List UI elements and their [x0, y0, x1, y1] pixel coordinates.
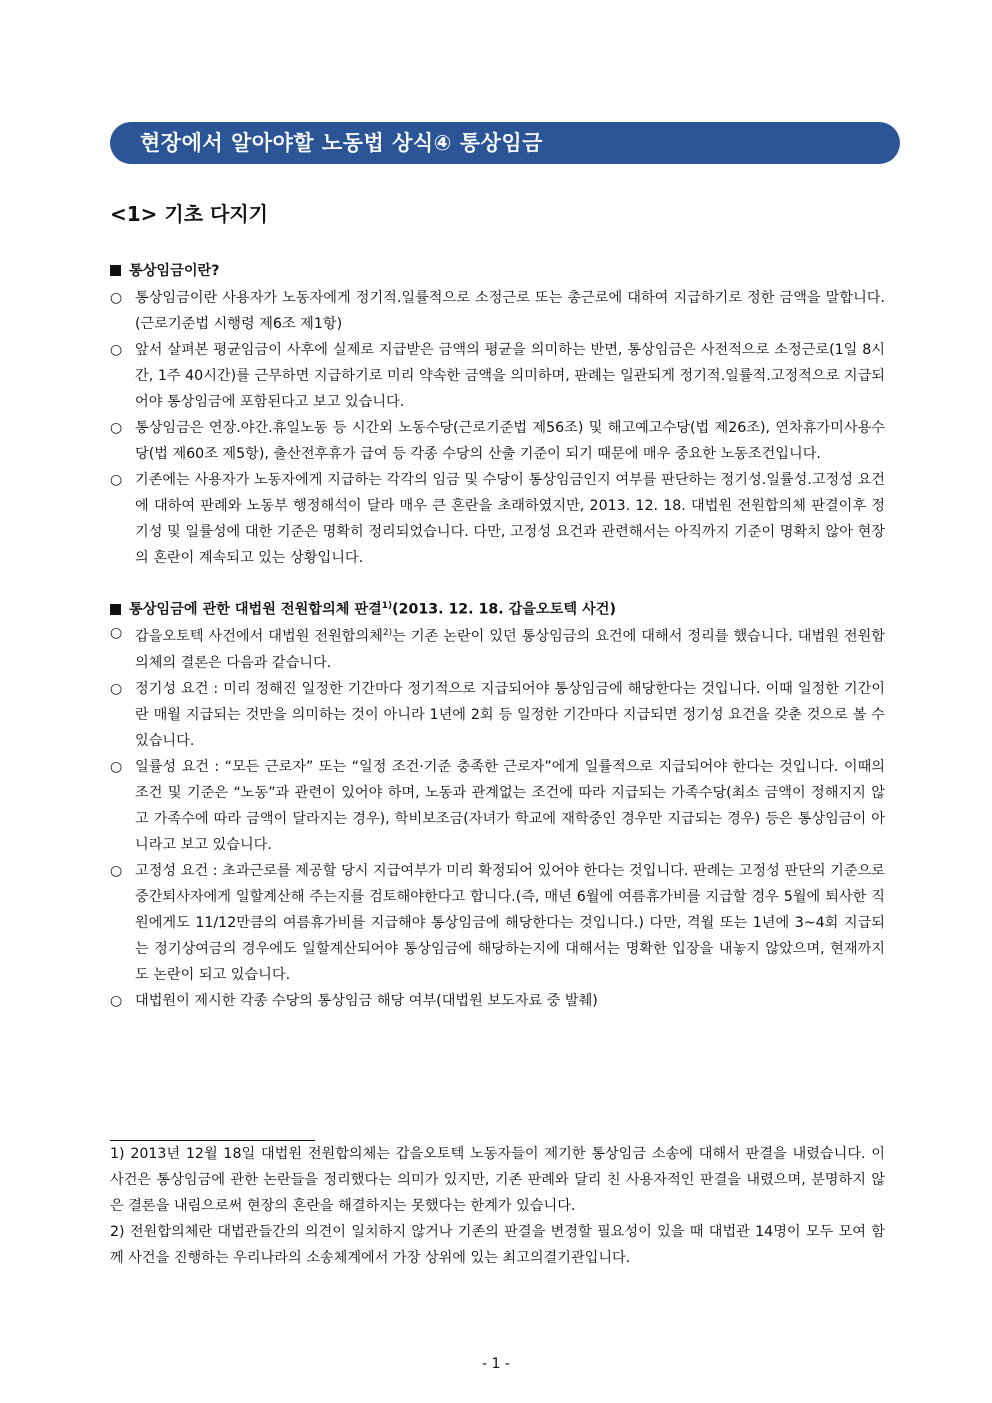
circle-bullet-icon: ○ — [110, 420, 123, 436]
circle-bullet-icon: ○ — [110, 342, 123, 358]
circle-bullet-icon: ○ — [110, 290, 123, 306]
footnote-ref-1[interactable]: 1) — [381, 601, 393, 611]
square-bullet-icon — [110, 265, 121, 276]
list-item: ○ 정기성 요건 : 미리 정해진 일정한 기간마다 정기적으로 지급되어야 통상임금에 해당한다는 것입니다. 이때 일정한 기간이란 매월 지급되는 것만을 의미하는 것이 아니라 1년에 2회 등 일정한 기간마다 지급되면 정기성 요건을 갖춘 것으로 볼 수 있습니다. — [110, 676, 885, 754]
square-bullet-icon — [110, 604, 121, 615]
heading-supreme-court-ruling: 통상임금에 관한 대법원 전원합의체 판결$^{1)}$(2013. 12. 18. 갑을오토텍 사건) — [110, 593, 885, 620]
page-title: 현장에서 알아야할 노동법 상식④ 통상임금 — [140, 131, 543, 155]
body-content — [110, 258, 885, 1014]
list-item: ○ 일률성 요건 : “모든 근로자” 또는 “일정 조건·기준 충족한 근로자”에게 일률적으로 지급되어야 한다는 것입니다. 이때의 조건 및 기준은 “노동”과 관련이 있어야 하며, 노동과 관계없는 조건에 따라 지급되는 가족수당(최소 금액이 정해지지 않고 가족수에 따라 금액이 달라지는 경우), 학비보조금(자녀가 학교에 재학중인 경우만 지급되는 경우) 등은 통상임금이 아니라고 보고 있습니다. — [110, 754, 885, 858]
list-item: ○ 갑을오토텍 사건에서 대법원 전원합의체$^{2)}$는 기존 논란이 있던 통상임금의 요건에 대해서 정리를 했습니다. 대법원 전원합의체의 결론은 다음과 같습니다. — [110, 620, 885, 676]
circle-bullet-icon: ○ — [110, 862, 123, 879]
footnote-2: 2) 전원합의체란 대법관들간의 의견이 일치하지 않거나 기존의 판결을 변경할 필요성이 있을 때 대법관 14명이 모두 모여 함께 사건을 진행하는 우리나라의 소송체계에서 가장 상위에 있는 최고의결기관입니다. — [110, 1224, 885, 1266]
page-number: - 1 - — [482, 1356, 510, 1372]
footnotes — [110, 1130, 885, 1271]
list-item: ○ 대법원이 제시한 각종 수당의 통상임금 해당 여부(대법원 보도자료 중 발췌) — [110, 988, 885, 1014]
section-title: <1> 기초 다지기 — [110, 202, 268, 226]
footnote-ref-2[interactable]: 2) — [382, 628, 393, 638]
list-item: ○ 통상임금은 연장.야간.휴일노동 등 시간외 노동수당(근로기준법 제56조) 및 해고예고수당(법 제26조), 연차휴가미사용수당(법 제60조 제5항), 출산전후휴가 급여 등 각종 수당의 산출 기준이 되기 때문에 매우 중요한 노동조건입니다. — [110, 415, 885, 467]
list-item: ○ 고정성 요건 : 초과근로를 제공할 당시 지급여부가 미리 확정되어 있어야 한다는 것입니다. 판례는 고정성 판단의 기준으로 중간퇴사자에게 일할계산해 주는지를 검토해야한다고 합니다.(즉, 매년 6월에 여름휴가비를 지급할 경우 5월에 퇴사한 직원에게도 11/12만큼의 여름휴가비를 지급해야 통상임금에 해당한다는 것입니다.) 다만, 격월 또는 1년에 3~4회 지급되는 정기상여금의 경우에도 일할계산되어야 통상임금에 해당하는지에 대해서는 명확한 입장을 내놓지 않았으며, 현재까지도 논란이 되고 있습니다. — [110, 858, 885, 988]
list-item: ○ 기존에는 사용자가 노동자에게 지급하는 각각의 임금 및 수당이 통상임금인지 여부를 판단하는 정기성.일률성.고정성 요건에 대하여 판례와 노동부 행정해석이 달라 매우 큰 혼란을 초래하였지만, 2013. 12. 18. 대법원 전원합의체 판결이후 정기성 및 일률성에 대한 기준은 명확히 정리되었습니다. 다만, 고정성 요건과 관련해서는 아직까지 기준이 명확치 않아 현장의 혼란이 계속되고 있는 상황입니다. — [110, 467, 885, 571]
footnote-1: 1) 2013년 12월 18일 대법원 전원합의체는 갑을오토텍 노동자들이 제기한 통상임금 소송에 대해서 판결을 내렸습니다. 이 사건은 통상임금에 관한 논란들을 정리했다는 의미가 있지만, 기존 판례와 달리 친 사용자적인 판결을 내렸으며, 분명하지 않은 결론을 내림으로써 현장의 혼란을 해결하지는 못했다는 한계가 있습니다. — [110, 1146, 885, 1214]
title-banner — [110, 122, 900, 164]
circle-bullet-icon: ○ — [110, 992, 123, 1009]
circle-bullet-icon: ○ — [110, 680, 123, 697]
circle-bullet-icon: ○ — [110, 625, 123, 641]
heading-what-is: 통상임금이란? — [110, 258, 885, 285]
list-item: ○ 통상임금이란 사용자가 노동자에게 정기적.일률적으로 소정근로 또는 총근로에 대하여 지급하기로 정한 금액을 말합니다. (근로기준법 시행령 제6조 제1항) — [110, 285, 885, 337]
circle-bullet-icon: ○ — [110, 472, 123, 488]
list-item: ○ 앞서 살펴본 평균임금이 사후에 실제로 지급받은 금액의 평균을 의미하는 반면, 통상임금은 사전적으로 소정근로(1일 8시간, 1주 40시간)를 근무하면 지급하기로 미리 약속한 금액을 의미하며, 판례는 일관되게 정기적.일률적.고정적으로 지급되어야 통상임금에 포함된다고 보고 있습니다. — [110, 337, 885, 415]
circle-bullet-icon: ○ — [110, 758, 123, 775]
